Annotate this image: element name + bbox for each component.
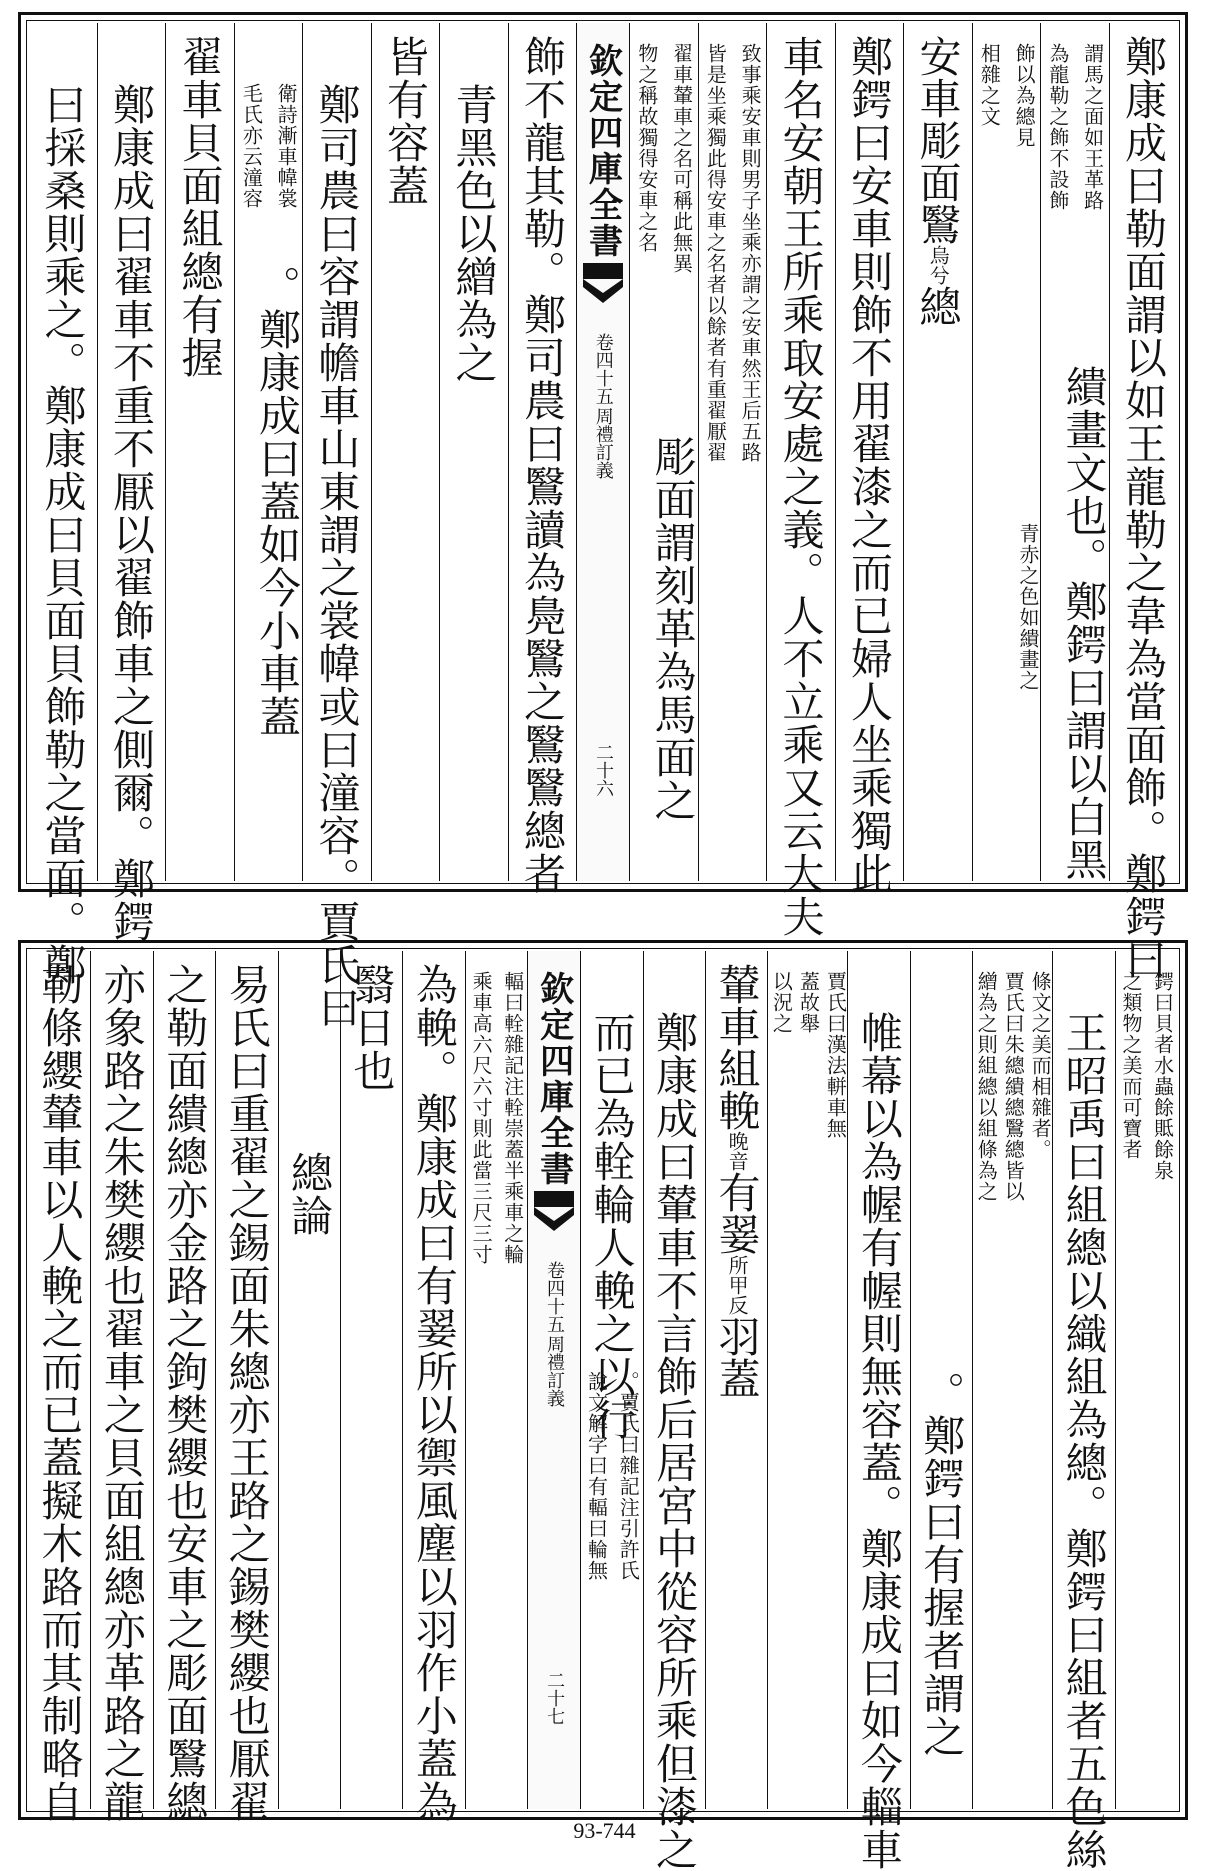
volume-label: 卷四十五	[592, 333, 614, 405]
column-text: 易氏曰重翟之錫面朱總亦王路之錫樊纓也厭翟	[222, 963, 272, 1823]
text-column	[910, 951, 972, 1809]
annotation-text: 致事乘安車則男子坐乘亦謂之安車然王后五路	[738, 43, 763, 463]
text-column	[847, 951, 909, 1871]
annotation-text: 以況之	[769, 971, 794, 1034]
text-column	[302, 23, 371, 1029]
section-title: 周禮訂義	[592, 407, 614, 479]
pronunciation-note: 烏兮	[926, 245, 951, 285]
text-column	[835, 23, 904, 895]
column-text: 鄭康成曰輦車不言飾后居宮中從容所乘但漆之	[650, 1011, 700, 1871]
text-column	[972, 951, 1052, 1809]
text-column	[972, 23, 1041, 881]
section-heading: 總論	[285, 1151, 334, 1237]
annotation-text: 說文解字曰有輻曰輪無	[584, 1371, 609, 1581]
text-column	[698, 23, 767, 881]
text-column	[402, 951, 464, 1823]
leaf-number: 二十七	[544, 1671, 566, 1725]
text-column	[165, 23, 234, 881]
annotation-text: 皆是坐乘獨此得安車之名者以餘者有重翟厭翟	[703, 43, 728, 463]
heading-text: 安車彫面鷖	[913, 35, 963, 245]
column-text: 帷幕以為幄有幄則無容蓋。鄭康成曰如今輜車	[854, 1011, 904, 1871]
annotation-text: 賈氏曰朱總繢總鷖總皆以	[1001, 971, 1026, 1202]
center-gutter	[576, 23, 629, 881]
text-column	[705, 951, 767, 1809]
text-column	[97, 23, 166, 943]
text-column	[629, 23, 698, 881]
column-text: 飾不龍其勒。鄭司農曰鷖讀為鳧鷖之鷖鷖總者	[518, 35, 568, 895]
text-column	[1109, 23, 1178, 981]
text-column	[29, 23, 97, 986]
annotation-text: 謂馬之面如王革路	[1080, 43, 1105, 211]
annotation-text: 毛氏亦云潼容	[239, 83, 264, 209]
center-gutter	[527, 951, 580, 1809]
leaf-number: 二十六	[593, 743, 614, 797]
column-text: 鄭鍔曰安車則飾不用翟漆之而已婦人坐乘獨此	[845, 35, 895, 895]
heading-text: 輦車組輓	[712, 963, 762, 1131]
annotation-text: 蓋故舉	[796, 971, 821, 1034]
annotation-text: 輻曰輇雜記注輇崇蓋半乘車之輪	[500, 971, 525, 1265]
column-text: 亦象路之朱樊纓也翟車之貝面組總亦革路之龍	[97, 963, 147, 1823]
column-text: 。鄭康成曰蓋如今小車蓋	[253, 265, 302, 738]
annotation-text: 。賈氏曰雜記注引許氏	[616, 1371, 641, 1581]
column-text: 之勒面繢總亦金路之鉤樊纓也安車之彫面鷖總	[160, 963, 210, 1823]
column-text: 勒條纓輦車以人輓之而已蓋擬木路而其制略自	[35, 963, 85, 1823]
text-column	[1115, 951, 1177, 1809]
text-column	[508, 23, 577, 895]
column-text: 鄭康成曰勒面謂以如王龍勒之韋為當面飾。鄭鍔曰	[1119, 35, 1169, 981]
text-column	[153, 951, 215, 1823]
annotation-text: 繒為之則組總以組條為之	[974, 971, 999, 1202]
section-label	[592, 333, 614, 479]
column-text: 鄭司農曰容謂幨車山東謂之裳幃或曰潼容。賈氏曰	[312, 83, 362, 1029]
annotation-text: 翟車輦車之名可稱此無異	[669, 43, 694, 274]
annotation-text: 為龍勒之飾不設飾	[1045, 43, 1070, 211]
text-column	[29, 951, 90, 1823]
book-title: 欽定四庫全書	[582, 43, 623, 259]
column-text: 為輓。鄭康成曰有翣所以禦風塵以羽作小蓋為	[409, 963, 459, 1823]
column-text: 青黑色以繒為之	[449, 83, 499, 384]
text-column	[465, 951, 527, 1809]
text-column	[90, 951, 152, 1823]
annotation-text: 物之稱故獨得安車之名	[634, 43, 659, 253]
column-text: 繢畫文也。鄭鍔曰謂以白黑	[1059, 365, 1109, 881]
annotation-text: 賈氏曰漢法軿車無	[823, 971, 848, 1139]
text-column	[766, 23, 835, 938]
pronunciation-note: 所甲反	[725, 1255, 750, 1315]
annotation-text: 衛詩漸車幃裳	[274, 83, 299, 209]
annotation-text: 飾以為總見	[1012, 43, 1037, 148]
column-text: 。鄭鍔曰有握者謂之	[917, 1371, 967, 1758]
text-column	[767, 951, 847, 1809]
annotation-text: 之類物之美而可寶者	[1118, 971, 1143, 1160]
text-column	[643, 951, 705, 1871]
annotation-text: 青赤之色如繢畫之	[1016, 523, 1040, 691]
annotation-text: 鍔曰貝者水蟲餘貾餘泉	[1150, 971, 1175, 1181]
section-label	[543, 1261, 565, 1407]
text-column	[340, 951, 402, 1809]
text-column	[580, 951, 642, 1809]
column-text: 車名安朝王所乘取安處之義。人不立乘又云大夫	[776, 35, 826, 938]
text-column	[1052, 951, 1114, 1871]
section-title: 周禮訂義	[543, 1335, 565, 1407]
column-text: 皆有容蓋	[381, 35, 431, 207]
column-text: 王昭禹曰組總以織組為總。鄭鍔曰組者五色絲	[1059, 1011, 1109, 1871]
annotation-text: 條文之美而相雜者。	[1028, 971, 1053, 1160]
column-text: 彫面謂刻革為馬面之	[648, 435, 698, 822]
text-column	[1040, 23, 1109, 881]
book-title: 欽定四庫全書	[533, 971, 574, 1187]
column-text: 翟車貝面組總有握	[175, 35, 225, 379]
text-column	[215, 951, 277, 1823]
text-column	[903, 23, 972, 881]
volume-label: 卷四十五	[543, 1261, 565, 1333]
text-column	[371, 23, 440, 881]
heading-text: 有翣	[712, 1171, 762, 1255]
heading-text: 羽蓋	[712, 1315, 762, 1399]
heading-text: 總	[913, 285, 963, 327]
annotation-text: 乘車高六尺六寸則此當三尺三寸	[469, 971, 494, 1265]
annotation-text: 相雜之文	[977, 43, 1002, 127]
pronunciation-note: 晚音	[725, 1131, 750, 1171]
column-text: 而已為輇輪人輓之以行	[587, 1011, 637, 1441]
column-text: 鄭康成曰翟車不重不厭以翟飾車之側爾。鄭鍔	[107, 83, 157, 943]
fish-tail-ornament-icon	[534, 1191, 574, 1233]
column-text: 翳日也	[347, 963, 397, 1092]
text-column	[439, 23, 508, 881]
fish-tail-ornament-icon	[583, 263, 623, 305]
column-text: 曰採桑則乘之。鄭康成曰貝面貝飾勒之當面。鄭	[38, 83, 88, 986]
text-column	[234, 23, 303, 881]
page-number: 93-744	[573, 1818, 636, 1843]
text-column	[278, 951, 340, 1809]
